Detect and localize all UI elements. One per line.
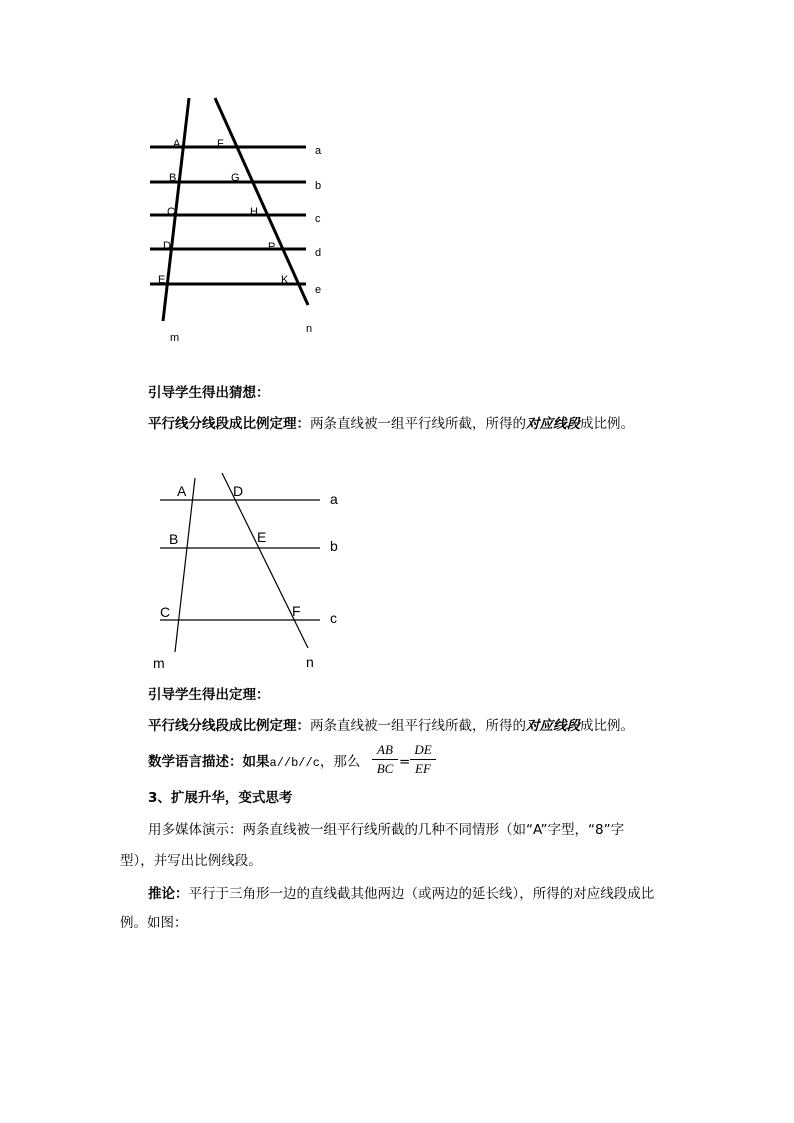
figure-1-diagram [140, 90, 340, 350]
label-n: n [306, 323, 313, 335]
label-b: b [315, 180, 322, 192]
corollary-line-1 [148, 885, 654, 903]
label-m: m [170, 332, 180, 344]
multimedia-demo-line-2: 型），并写出比例线段。 [120, 853, 262, 869]
label-K: K [281, 274, 289, 286]
fraction-de-ef [410, 742, 436, 777]
label-H: H [250, 206, 258, 218]
label-D: D [163, 240, 171, 252]
corollary-line-2: 例。如图： [120, 915, 188, 931]
transversal-m [175, 478, 195, 652]
label-a: a [315, 145, 322, 157]
label-P: P [268, 241, 276, 253]
theorem-heading: 平行线分线段成比例定理： [148, 718, 310, 734]
label-F: F [292, 603, 301, 619]
if-word: 如果 [242, 754, 270, 770]
label-A: A [173, 138, 181, 150]
theorem-text: 两条直线被一组平行线所截，所得的 [310, 416, 526, 432]
label-G: G [231, 172, 240, 184]
theorem-text-end: 成比例。 [580, 416, 634, 432]
theorem-emphasis: 对应线段 [526, 416, 580, 432]
label-E: E [158, 274, 166, 286]
label-A: A [177, 483, 187, 499]
label-C: C [160, 604, 171, 620]
label-a: a [330, 491, 338, 507]
label-m: m [153, 655, 165, 671]
label-c: c [330, 610, 337, 626]
label-b: b [330, 538, 338, 554]
multimedia-demo-line-1: 用多媒体演示：两条直线被一组平行线所截的几种不同情形（如“A”字型，“8”字 [148, 822, 625, 838]
theorem-heading: 平行线分线段成比例定理： [148, 416, 310, 432]
math-description [148, 753, 360, 772]
math-description-heading: 数学语言描述： [148, 754, 243, 770]
theorem-text: 两条直线被一组平行线所截，所得的 [310, 718, 526, 734]
label-d: d [315, 247, 322, 259]
theorem-statement-2 [148, 717, 634, 735]
numerator-de: DE [414, 742, 432, 757]
transversal-n [215, 98, 308, 305]
label-c: c [315, 213, 321, 225]
corollary-text: 平行于三角形一边的直线截其他两边（或两边的延长线），所得的对应线段成比 [188, 886, 655, 902]
theorem-statement-1 [148, 415, 634, 433]
denominator-bc: BC [376, 761, 394, 776]
denominator-ef: EF [415, 761, 431, 776]
equals-sign: = [399, 754, 411, 770]
figure-2-diagram [150, 470, 350, 675]
fraction-ab-bc [372, 742, 398, 777]
then-word: ，那么 [319, 754, 361, 770]
transversal-n [222, 473, 308, 648]
theorem-emphasis: 对应线段 [526, 718, 580, 734]
guide-conjecture: 引导学生得出猜想： [148, 385, 270, 401]
label-B: B [169, 172, 177, 184]
parallel-condition: a//b//c [269, 756, 320, 770]
corollary-heading: 推论： [148, 886, 189, 902]
label-F: F [217, 138, 224, 150]
label-B: B [169, 531, 179, 547]
label-C: C [167, 206, 175, 218]
label-E: E [257, 529, 267, 545]
guide-theorem: 引导学生得出定理： [148, 687, 270, 703]
theorem-text-end: 成比例。 [580, 718, 634, 734]
numerator-ab: AB [377, 742, 393, 757]
label-e: e [315, 284, 322, 296]
label-D: D [233, 483, 244, 499]
label-n: n [306, 654, 314, 670]
section-3-heading: 3、扩展升华，变式思考 [148, 790, 293, 806]
